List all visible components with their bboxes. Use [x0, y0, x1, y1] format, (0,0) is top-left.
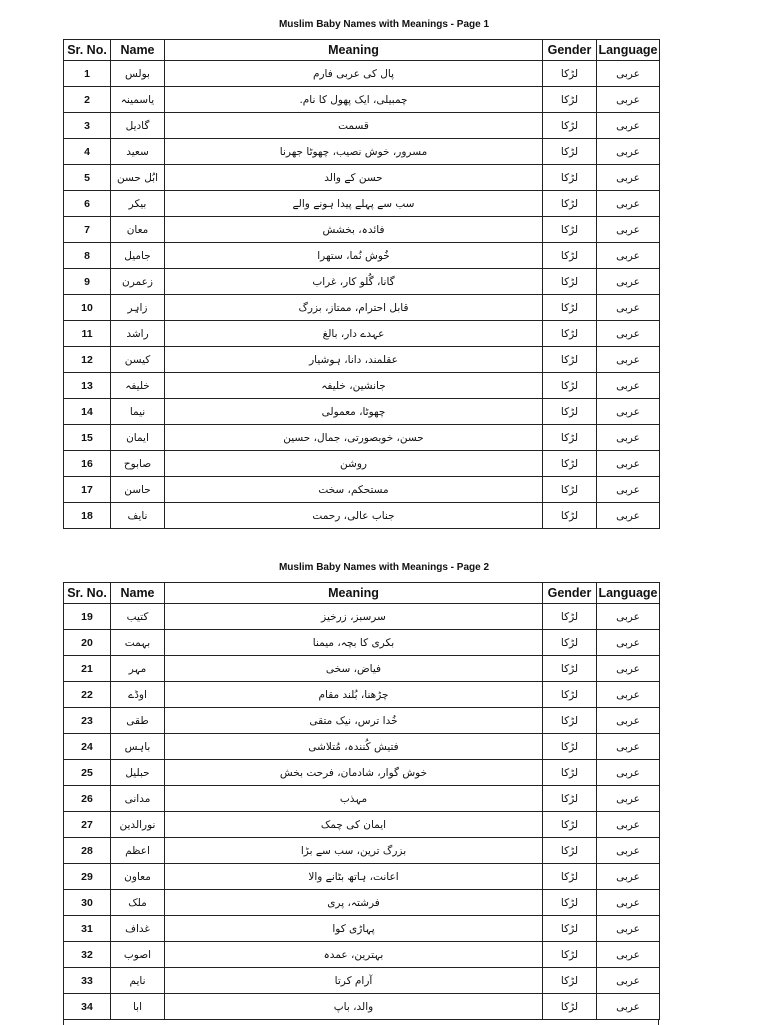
- row-gender: لڑکا: [543, 708, 597, 734]
- row-language: عربی: [597, 373, 660, 399]
- row-gender: لڑکا: [543, 734, 597, 760]
- row-meaning: حسن کے والد: [165, 165, 543, 191]
- row-language: عربی: [597, 968, 660, 994]
- row-meaning: آرام کرتا: [165, 968, 543, 994]
- row-language: عربی: [597, 243, 660, 269]
- row-gender: لڑکا: [543, 217, 597, 243]
- row-name: مدانی: [111, 786, 165, 812]
- row-sr-no: 24: [64, 734, 111, 760]
- header-name: Name: [111, 583, 165, 604]
- row-gender: لڑکا: [543, 786, 597, 812]
- row-language: عربی: [597, 994, 660, 1020]
- table-row: [64, 604, 660, 630]
- row-meaning: قسمت: [165, 113, 543, 139]
- row-gender: لڑکا: [543, 139, 597, 165]
- row-meaning: خوش گوار، شادمان، فرحت بخش: [165, 760, 543, 786]
- header-language: Language: [597, 583, 660, 604]
- row-language: عربی: [597, 760, 660, 786]
- row-language: عربی: [597, 295, 660, 321]
- row-name: حبلیل: [111, 760, 165, 786]
- row-meaning: چمبیلی، ایک پھول کا نام.: [165, 87, 543, 113]
- table-row: [64, 630, 660, 656]
- row-name: نایم: [111, 968, 165, 994]
- row-gender: لڑکا: [543, 890, 597, 916]
- row-meaning: بزرگ ترین، سب سے بڑا: [165, 838, 543, 864]
- table-row: [64, 373, 660, 399]
- table-row: [64, 347, 660, 373]
- table-row: [64, 786, 660, 812]
- header-meaning: Meaning: [165, 40, 543, 61]
- table-row: [64, 812, 660, 838]
- table-header-row: [64, 40, 660, 61]
- row-meaning: مہذب: [165, 786, 543, 812]
- row-language: عربی: [597, 838, 660, 864]
- row-language: عربی: [597, 734, 660, 760]
- header-sr-no: Sr. No.: [64, 40, 111, 61]
- row-meaning: سرسبز، زرخیز: [165, 604, 543, 630]
- row-name: اعظم: [111, 838, 165, 864]
- row-sr-no: 3: [64, 113, 111, 139]
- row-gender: لڑکا: [543, 942, 597, 968]
- table-row: [64, 994, 660, 1020]
- row-meaning: جانشین، خلیفہ: [165, 373, 543, 399]
- row-language: عربی: [597, 451, 660, 477]
- header-gender: Gender: [543, 583, 597, 604]
- row-language: عربی: [597, 942, 660, 968]
- row-sr-no: 34: [64, 994, 111, 1020]
- row-sr-no: 33: [64, 968, 111, 994]
- row-name: صابوح: [111, 451, 165, 477]
- row-name: کیسن: [111, 347, 165, 373]
- table-row: [64, 760, 660, 786]
- row-meaning: جناب عالی، رحمت: [165, 503, 543, 529]
- row-gender: لڑکا: [543, 191, 597, 217]
- row-sr-no: 5: [64, 165, 111, 191]
- table-row: [64, 682, 660, 708]
- row-sr-no: 11: [64, 321, 111, 347]
- row-sr-no: 4: [64, 139, 111, 165]
- row-sr-no: 2: [64, 87, 111, 113]
- header-name: Name: [111, 40, 165, 61]
- row-gender: لڑکا: [543, 269, 597, 295]
- header-meaning: Meaning: [165, 583, 543, 604]
- row-name: اوڈے: [111, 682, 165, 708]
- row-sr-no: 22: [64, 682, 111, 708]
- table-row: [64, 864, 660, 890]
- row-language: عربی: [597, 812, 660, 838]
- row-language: عربی: [597, 656, 660, 682]
- table-row: [64, 916, 660, 942]
- table-row: [64, 217, 660, 243]
- row-language: عربی: [597, 269, 660, 295]
- row-meaning: فیاض، سخی: [165, 656, 543, 682]
- row-language: عربی: [597, 191, 660, 217]
- row-gender: لڑکا: [543, 295, 597, 321]
- row-sr-no: 15: [64, 425, 111, 451]
- table-row: [64, 838, 660, 864]
- row-sr-no: 32: [64, 942, 111, 968]
- row-sr-no: 16: [64, 451, 111, 477]
- row-name: اصوب: [111, 942, 165, 968]
- row-sr-no: 25: [64, 760, 111, 786]
- row-name: نایف: [111, 503, 165, 529]
- table-row: [64, 165, 660, 191]
- row-language: عربی: [597, 708, 660, 734]
- row-name: ایمان: [111, 425, 165, 451]
- row-gender: لڑکا: [543, 451, 597, 477]
- row-sr-no: 30: [64, 890, 111, 916]
- row-meaning: سب سے پہلے پیدا ہونے والے: [165, 191, 543, 217]
- row-gender: لڑکا: [543, 968, 597, 994]
- table-row: [64, 321, 660, 347]
- row-language: عربی: [597, 61, 660, 87]
- row-name: بولس: [111, 61, 165, 87]
- row-sr-no: 29: [64, 864, 111, 890]
- row-gender: لڑکا: [543, 373, 597, 399]
- row-gender: لڑکا: [543, 760, 597, 786]
- row-name: یاسمینہ: [111, 87, 165, 113]
- table-row: [64, 87, 660, 113]
- row-meaning: ایمان کی چمک: [165, 812, 543, 838]
- row-gender: لڑکا: [543, 113, 597, 139]
- row-meaning: چڑھنا، بُلند مقام: [165, 682, 543, 708]
- row-language: عربی: [597, 916, 660, 942]
- row-gender: لڑکا: [543, 864, 597, 890]
- row-meaning: گانا، گُلو کار، غراب: [165, 269, 543, 295]
- table-row: [64, 191, 660, 217]
- table-row: [64, 968, 660, 994]
- row-meaning: اعانت، ہاتھ بٹانے والا: [165, 864, 543, 890]
- row-name: مہر: [111, 656, 165, 682]
- row-name: باہس: [111, 734, 165, 760]
- row-sr-no: 10: [64, 295, 111, 321]
- table-row: [64, 425, 660, 451]
- row-gender: لڑکا: [543, 321, 597, 347]
- row-language: عربی: [597, 630, 660, 656]
- table-row: [64, 708, 660, 734]
- row-name: معان: [111, 217, 165, 243]
- row-meaning: فتیش کُنندہ، مُتلاشی: [165, 734, 543, 760]
- row-name: غداف: [111, 916, 165, 942]
- row-language: عربی: [597, 890, 660, 916]
- row-gender: لڑکا: [543, 165, 597, 191]
- row-gender: لڑکا: [543, 399, 597, 425]
- row-language: عربی: [597, 604, 660, 630]
- row-language: عربی: [597, 347, 660, 373]
- row-sr-no: 31: [64, 916, 111, 942]
- row-meaning: روشن: [165, 451, 543, 477]
- row-sr-no: 17: [64, 477, 111, 503]
- row-sr-no: 9: [64, 269, 111, 295]
- row-meaning: پال کی عربی فارم: [165, 61, 543, 87]
- header-sr-no: Sr. No.: [64, 583, 111, 604]
- row-name: زعمرن: [111, 269, 165, 295]
- row-name: ابا: [111, 994, 165, 1020]
- table-row: [64, 139, 660, 165]
- row-name: زاہِر: [111, 295, 165, 321]
- table-row: [64, 243, 660, 269]
- table-row: [64, 503, 660, 529]
- row-gender: لڑکا: [543, 656, 597, 682]
- row-gender: لڑکا: [543, 682, 597, 708]
- row-language: عربی: [597, 864, 660, 890]
- table-row: [64, 890, 660, 916]
- table-row: [64, 269, 660, 295]
- table-row: [64, 656, 660, 682]
- row-sr-no: 14: [64, 399, 111, 425]
- row-meaning: عقلمند، دانا، ہوشیار: [165, 347, 543, 373]
- row-name: نورالدین: [111, 812, 165, 838]
- row-name: گادیل: [111, 113, 165, 139]
- row-meaning: عہدے دار، بالغ: [165, 321, 543, 347]
- row-language: عربی: [597, 139, 660, 165]
- page-title: Muslim Baby Names with Meanings - Page 2: [278, 562, 490, 573]
- row-gender: لڑکا: [543, 61, 597, 87]
- row-language: عربی: [597, 87, 660, 113]
- row-gender: لڑکا: [543, 812, 597, 838]
- row-meaning: پہاڑی کوا: [165, 916, 543, 942]
- row-language: عربی: [597, 217, 660, 243]
- row-meaning: خُدا ترس، نیک متقی: [165, 708, 543, 734]
- row-sr-no: 26: [64, 786, 111, 812]
- row-name: ملک: [111, 890, 165, 916]
- table-row: [64, 295, 660, 321]
- row-gender: لڑکا: [543, 604, 597, 630]
- row-language: عربی: [597, 165, 660, 191]
- table-row: [64, 451, 660, 477]
- names-table: [63, 582, 660, 1020]
- row-meaning: مسرور، خوش نصیب، چھوٹا جھرنا: [165, 139, 543, 165]
- row-gender: لڑکا: [543, 425, 597, 451]
- row-meaning: فائدہ، بخشش: [165, 217, 543, 243]
- row-meaning: بکری کا بچہ، میمنا: [165, 630, 543, 656]
- row-gender: لڑکا: [543, 477, 597, 503]
- row-sr-no: 6: [64, 191, 111, 217]
- row-sr-no: 1: [64, 61, 111, 87]
- table-row: [64, 734, 660, 760]
- row-gender: لڑکا: [543, 916, 597, 942]
- header-gender: Gender: [543, 40, 597, 61]
- row-gender: لڑکا: [543, 630, 597, 656]
- row-meaning: قابل احترام، ممتاز، بزرگ: [165, 295, 543, 321]
- row-name: ابُل حسن: [111, 165, 165, 191]
- row-name: حاسن: [111, 477, 165, 503]
- row-name: طقی: [111, 708, 165, 734]
- row-gender: لڑکا: [543, 243, 597, 269]
- row-sr-no: 19: [64, 604, 111, 630]
- row-name: کتیب: [111, 604, 165, 630]
- row-sr-no: 28: [64, 838, 111, 864]
- table-row: [64, 399, 660, 425]
- row-name: جامیل: [111, 243, 165, 269]
- row-language: عربی: [597, 425, 660, 451]
- row-gender: لڑکا: [543, 994, 597, 1020]
- row-meaning: فرشتہ، پری: [165, 890, 543, 916]
- row-gender: لڑکا: [543, 838, 597, 864]
- row-name: بیکر: [111, 191, 165, 217]
- row-meaning: مستحکم، سخت: [165, 477, 543, 503]
- header-language: Language: [597, 40, 660, 61]
- row-meaning: چھوٹا، معمولی: [165, 399, 543, 425]
- row-meaning: خُوش نُما، ستھرا: [165, 243, 543, 269]
- table-row: [64, 61, 660, 87]
- table-row: [64, 477, 660, 503]
- row-sr-no: 12: [64, 347, 111, 373]
- row-sr-no: 18: [64, 503, 111, 529]
- row-sr-no: 23: [64, 708, 111, 734]
- row-gender: لڑکا: [543, 347, 597, 373]
- row-language: عربی: [597, 503, 660, 529]
- row-name: خلیفہ: [111, 373, 165, 399]
- row-language: عربی: [597, 682, 660, 708]
- row-language: عربی: [597, 477, 660, 503]
- row-gender: لڑکا: [543, 87, 597, 113]
- names-table: [63, 39, 660, 529]
- row-sr-no: 21: [64, 656, 111, 682]
- row-gender: لڑکا: [543, 503, 597, 529]
- row-name: معاون: [111, 864, 165, 890]
- row-meaning: والد، باپ: [165, 994, 543, 1020]
- table-header-row: [64, 583, 660, 604]
- row-meaning: حسن، خوبصورتی، جمال، حسین: [165, 425, 543, 451]
- row-language: عربی: [597, 113, 660, 139]
- table-row-cutoff: [63, 1019, 659, 1025]
- row-sr-no: 8: [64, 243, 111, 269]
- row-sr-no: 27: [64, 812, 111, 838]
- row-language: عربی: [597, 399, 660, 425]
- row-name: سعید: [111, 139, 165, 165]
- table-row: [64, 942, 660, 968]
- row-meaning: بہترین، عمدہ: [165, 942, 543, 968]
- row-language: عربی: [597, 786, 660, 812]
- row-sr-no: 13: [64, 373, 111, 399]
- row-name: بہمت: [111, 630, 165, 656]
- row-sr-no: 20: [64, 630, 111, 656]
- page-title: Muslim Baby Names with Meanings - Page 1: [278, 19, 490, 30]
- row-sr-no: 7: [64, 217, 111, 243]
- row-name: نیما: [111, 399, 165, 425]
- table-row: [64, 113, 660, 139]
- row-name: راشد: [111, 321, 165, 347]
- row-language: عربی: [597, 321, 660, 347]
